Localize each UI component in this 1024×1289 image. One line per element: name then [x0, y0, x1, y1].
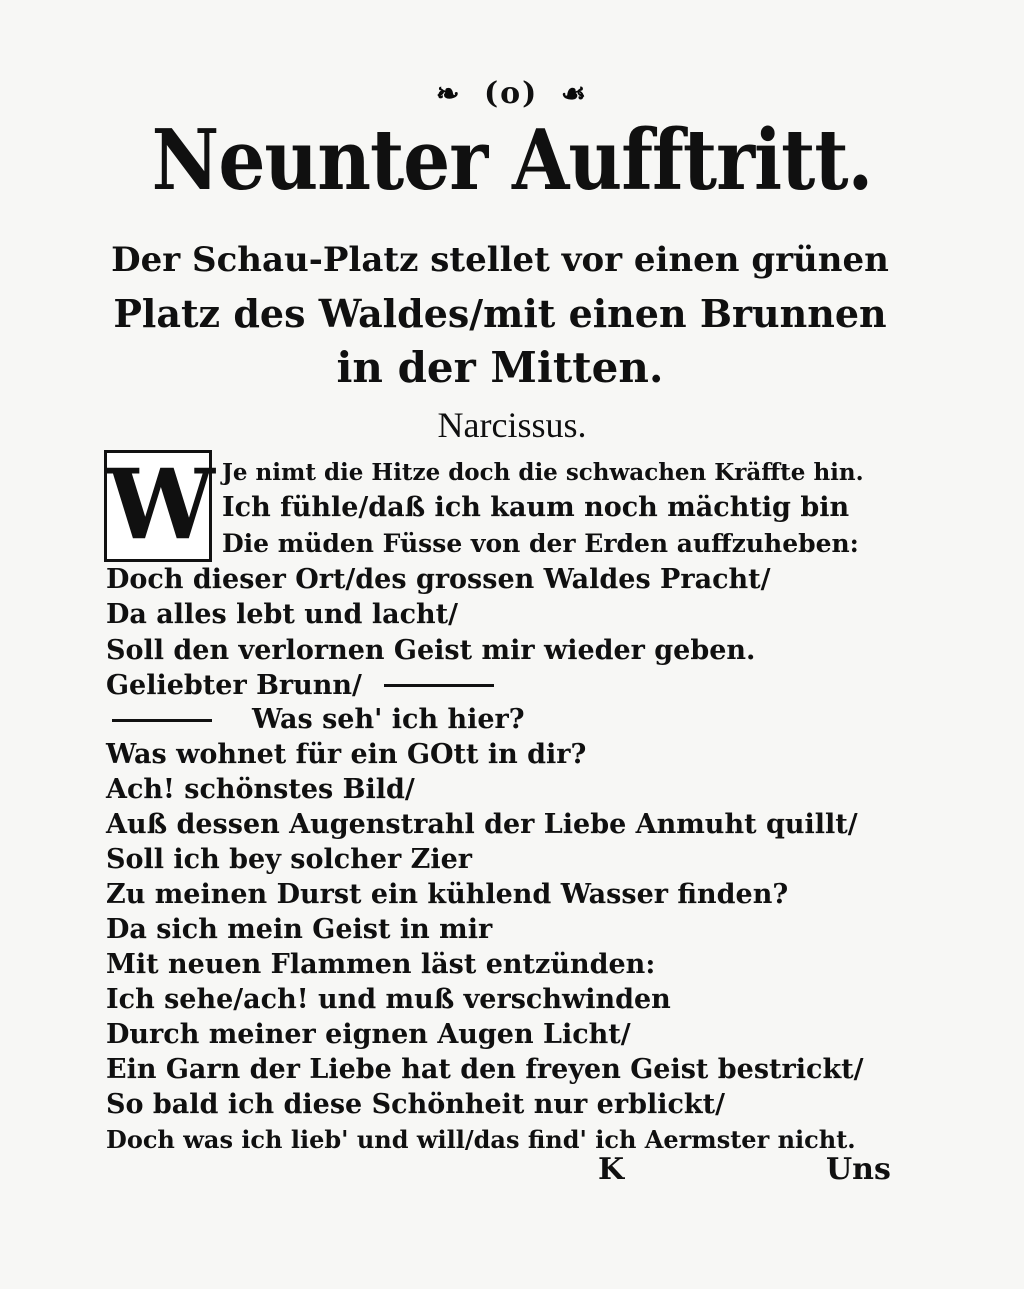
- verse-line: Soll den verlornen Geist mir wieder geben.: [106, 635, 756, 666]
- page-header: [0, 74, 1024, 111]
- verse-line: Doch was ich lieb' und will/das find' ich Aermster nicht.: [106, 1125, 856, 1154]
- verse-line: Ach! schönstes Bild/: [106, 774, 415, 805]
- speaker-name: Narcissus.: [437, 405, 587, 445]
- verse-line: Zu meinen Durst ein kühlend Wasser finden?: [106, 879, 789, 910]
- ornament-left-icon: ❧: [436, 76, 462, 110]
- verse-line: Auß dessen Augenstrahl der Liebe Anmuht quillt/: [106, 809, 858, 840]
- verse-line: Soll ich bey solcher Zier: [106, 844, 473, 875]
- decorated-initial: W: [104, 450, 212, 562]
- scene-title: Neunter Aufftritt.: [151, 112, 873, 210]
- verse-line: Mit neuen Flammen läst entzünden:: [106, 949, 656, 980]
- verse-line: So bald ich diese Schönheit nur erblickt/: [106, 1089, 725, 1120]
- verse-line: Ich sehe/ach! und muß verschwinden: [106, 984, 671, 1015]
- verse-line: Doch dieser Ort/des grossen Waldes Pracht/: [106, 564, 771, 595]
- stage-direction-line-3: in der Mitten.: [336, 343, 664, 392]
- verse-line: Da alles lebt und lacht/: [106, 599, 458, 630]
- catchword: Uns: [826, 1152, 891, 1187]
- verse-line: Je nimt die Hitze doch die schwachen Kräffte hin.: [222, 459, 864, 486]
- verse-line: Ich fühle/daß ich kaum noch mächtig bin: [222, 492, 850, 523]
- verse-line: Was wohnet für ein GOtt in dir?: [106, 739, 587, 770]
- dash-rule: [112, 719, 212, 722]
- verse-line: Ein Garn der Liebe hat den freyen Geist bestrickt/: [106, 1054, 864, 1085]
- stage-direction-line-2: Platz des Waldes/mit einen Brunnen: [113, 291, 887, 336]
- verse-line: Die müden Füsse von der Erden auffzuheben:: [222, 529, 859, 558]
- verse-line: Da sich mein Geist in mir: [106, 914, 493, 945]
- verse-line: Geliebter Brunn/: [106, 670, 362, 701]
- verse-line: Was seh' ich hier?: [252, 704, 525, 735]
- ornament-right-icon: ☙: [560, 76, 588, 110]
- stage-direction-line-1: Der Schau-Platz stellet vor einen grünen: [111, 240, 889, 280]
- verse-line: Durch meiner eignen Augen Licht/: [106, 1019, 631, 1050]
- dash-rule: [384, 684, 494, 687]
- signature-mark: K: [598, 1152, 625, 1187]
- page-number: (o): [483, 75, 539, 111]
